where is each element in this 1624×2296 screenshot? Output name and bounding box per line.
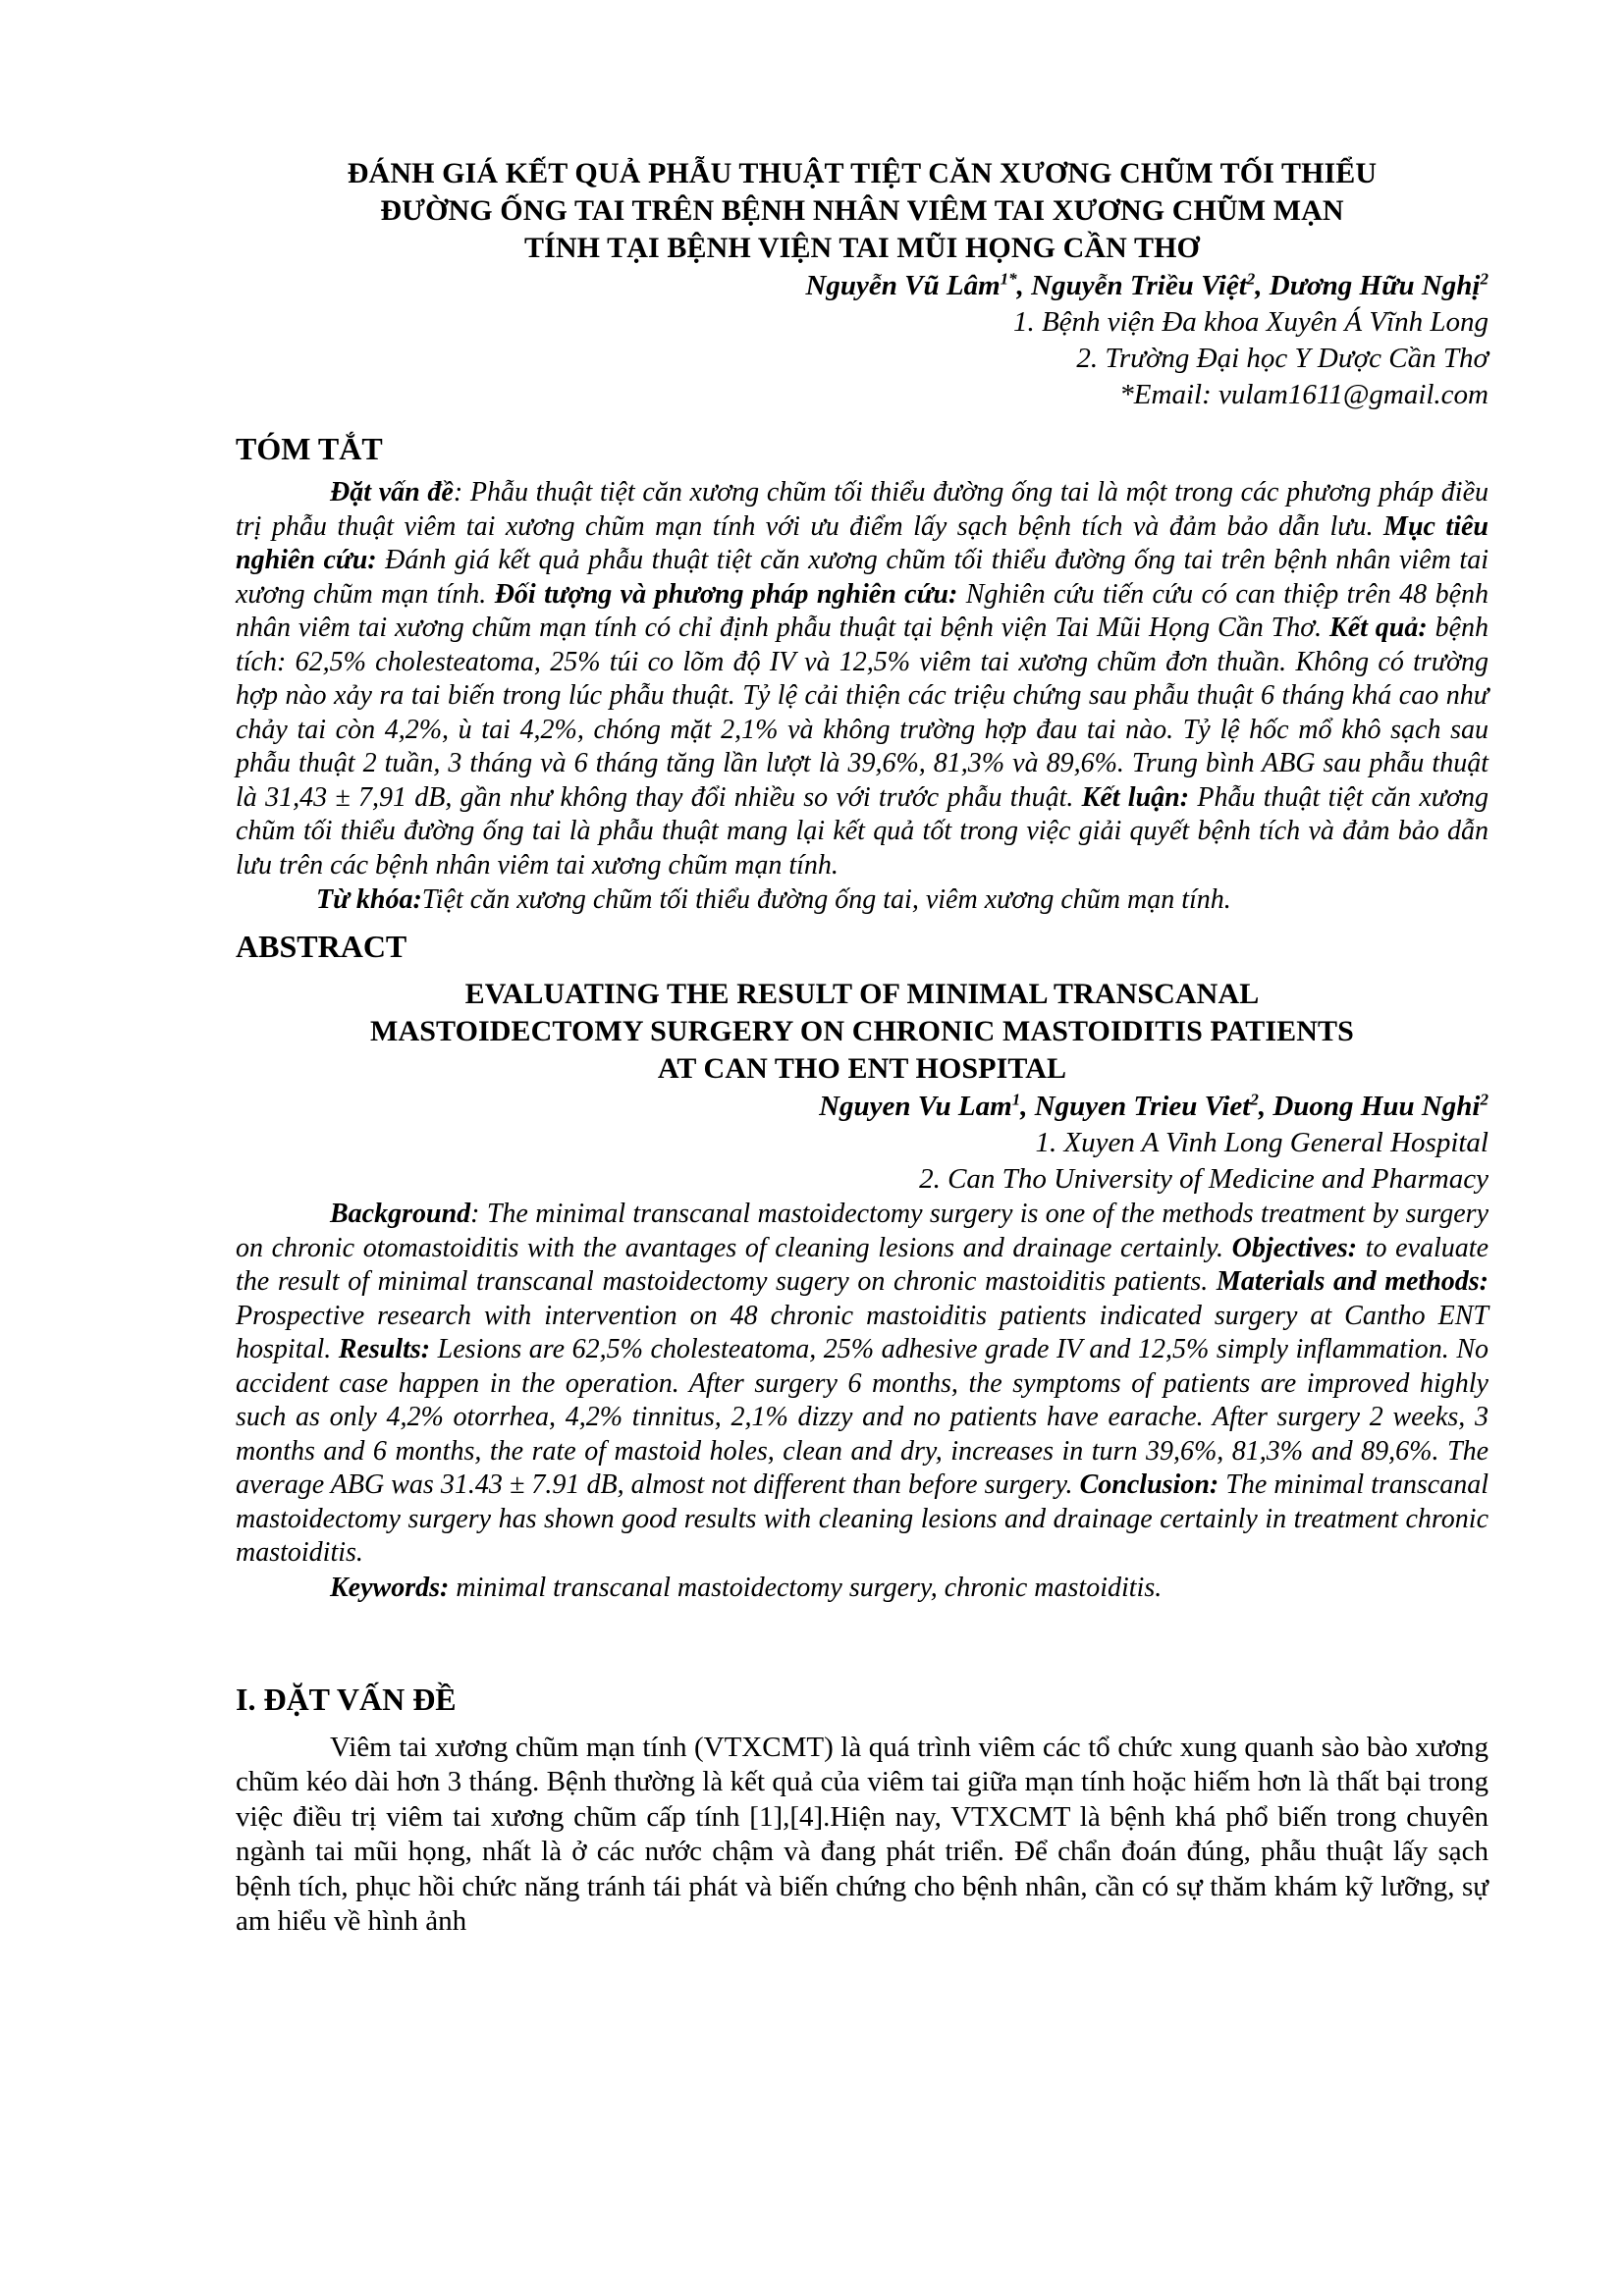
abstract-en-con-label: Conclusion:	[1079, 1469, 1219, 1500]
summary-vi-res-label: Kết quả:	[1329, 613, 1428, 643]
author-en-3-mark: 2	[1480, 1090, 1489, 1109]
keywords-vi-label: Từ khóa:	[316, 884, 422, 915]
abstract-en-paragraph	[236, 1198, 1489, 1571]
author-separator: ,	[1255, 270, 1270, 301]
title-vi-line-1: ĐÁNH GIÁ KẾT QUẢ PHẪU THUẬT TIỆT CĂN XƯƠNG CHŨM TỐI THIỂU	[347, 157, 1378, 189]
abstract-en-res-text: Lesions are 62,5% cholesteatoma, 25% adhesive grade IV and 12,5% simply inflammation. No accident case happen in the operation. After surgery 6 months, the symptoms of patients are improved highly such as only 4,2% otorrhea, 4,2% tinnitus, 2,1% dizzy and no patients have earache. After surgery 2 weeks, 3 months and 6 months, the rate of mastoid holes, clean and dry, increases in turn 39,6%, 81,3% and 89,6%. The average ABG was 31.43 ± 7.91 dB, almost not different than before surgery.	[236, 1334, 1489, 1500]
keywords-en-label: Keywords:	[330, 1572, 450, 1603]
authors-vi	[236, 267, 1489, 304]
summary-vi-bg-text: : Phẫu thuật tiệt căn xương chũm tối thiểu đường ống tai là một trong các phương pháp điều trị phẫu thuật viêm tai xương chũm mạn tính với ưu điểm lấy sạch bệnh tích và đảm bảo dẫn lưu.	[236, 477, 1489, 542]
author-1-mark: 1*	[1000, 269, 1017, 289]
paper-title-vi	[236, 155, 1489, 267]
author-2: Nguyễn Triều Việt	[1031, 270, 1247, 301]
abstract-en-meth-label: Materials and methods:	[1216, 1266, 1489, 1297]
affiliation-vi-2: 2. Trường Đại học Y Dược Cần Thơ	[1076, 343, 1489, 374]
summary-vi-obj-label: Mục tiêu nghiên cứu:	[236, 510, 1489, 575]
author-en-1: Nguyen Vu Lam	[819, 1091, 1012, 1122]
section-1-paragraph: Viêm tai xương chũm mạn tính (VTXCMT) là quá trình viêm các tổ chức xung quanh sào bào xương chũm kéo dài hơn 3 tháng. Bệnh thường là kết quả của viêm tai giữa mạn tính hoặc hiếm hơn là thất bại trong việc điều trị viêm tai xương chũm cấp tính [1],[4].Hiện nay, VTXCMT là bệnh khá phổ biến trong chuyên ngành tai mũi họng, nhất là ở các nước chậm và đang phát triển. Để chẩn đoán đúng, phẫu thuật lấy sạch bệnh tích, phục hồi chức năng tránh tái phát và biến chứng cho bệnh nhân, cần có sự thăm khám kỹ lưỡng, sự am hiểu về hình ảnh	[236, 1731, 1489, 1937]
summary-vi-con-label: Kết luận:	[1081, 781, 1190, 813]
abstract-en-obj-label: Objectives:	[1231, 1232, 1358, 1263]
abstract-en-obj-text: to evaluate the result of minimal transcanal mastoidectomy sugery on chronic mastoiditis patients.	[236, 1232, 1489, 1297]
keywords-vi-text: Tiệt căn xương chũm tối thiểu đường ống tai, viêm xương chũm mạn tính.	[421, 884, 1231, 915]
author-2-mark: 2	[1246, 269, 1256, 289]
summary-vi-meth-label: Đối tượng và phương pháp nghiên cứu:	[494, 578, 958, 610]
paper-title-en	[236, 976, 1489, 1088]
affiliation-en-2: 2. Can Tho University of Medicine and Pharmacy	[919, 1163, 1489, 1195]
abstract-en-res-label: Results:	[338, 1334, 431, 1364]
summary-vi-res-text: bệnh tích: 62,5% cholesteatoma, 25% túi co lõm độ IV và 12,5% viêm tai xương chũm đơn thuần. Không có trường hợp nào xảy ra tai biến trong lúc phẫu thuật. Tỷ lệ cải thiện các triệu chứng sau phẫu thuật 6 tháng khá cao như chảy tai còn 4,2%, ù tai 4,2%, chóng mặt 2,1% và không trường hợp đau tai nào. Tỷ lệ hốc mổ khô sạch sau phẫu thuật 2 tuần, 3 tháng và 6 tháng tăng lần lượt là 39,6%, 81,3% và 89,6%. Trung bình ABG sau phẫu thuật là 31,43 ± 7,91 dB, gần như không thay đổi nhiều so với trước phẫu thuật.	[236, 613, 1489, 813]
paper-page	[236, 147, 1489, 1940]
keywords-en	[236, 1571, 1489, 1605]
author-en-2-mark: 2	[1250, 1090, 1259, 1109]
title-en-line-1: EVALUATING THE RESULT OF MINIMAL TRANSCANAL	[464, 978, 1260, 1010]
contact-email: *Email: vulam1611@gmail.com	[1119, 379, 1489, 410]
author-1: Nguyễn Vũ Lâm	[805, 270, 1001, 301]
author-separator: ,	[1258, 1091, 1273, 1122]
abstract-en-bg-label: Background	[330, 1199, 471, 1229]
summary-vi-meth-text: Nghiên cứu tiến cứu có can thiệp trên 48 bệnh nhân viêm tai xương chũm mạn tính có chỉ định phẫu thuật tại bệnh viện Tai Mũi Họng Cần Thơ.	[236, 578, 1489, 643]
summary-heading-vi: TÓM TẮT	[236, 431, 383, 466]
section-1-heading: I. ĐẶT VẤN ĐỀ	[236, 1681, 457, 1717]
title-vi-line-2: ĐƯỜNG ỐNG TAI TRÊN BỆNH NHÂN VIÊM TAI XƯƠNG CHŨM MẠN	[380, 194, 1344, 227]
summary-vi-obj-text: Đánh giá kết quả phẫu thuật tiệt căn xương chũm tối thiểu đường ống tai trên bệnh nhân viêm tai xương chũm mạn tính.	[236, 545, 1489, 610]
authors-en	[236, 1088, 1489, 1125]
abstract-en-meth-text: Prospective research with intervention on 48 chronic mastoiditis patients indicated surgery at Cantho ENT hospital.	[236, 1300, 1489, 1364]
keywords-en-text: minimal transcanal mastoidectomy surgery, chronic mastoiditis.	[449, 1572, 1163, 1603]
title-en-line-2: MASTOIDECTOMY SURGERY ON CHRONIC MASTOIDITIS PATIENTS	[370, 1015, 1354, 1047]
summary-vi-bg-label: Đặt vấn đề	[330, 477, 454, 507]
affiliation-vi-1: 1. Bệnh viện Đa khoa Xuyên Á Vĩnh Long	[1012, 306, 1489, 338]
title-vi-line-3: TÍNH TẠI BỆNH VIỆN TAI MŨI HỌNG CẦN THƠ	[524, 232, 1200, 264]
abstract-en-bg-text: : The minimal transcanal mastoidectomy surgery is one of the methods treatment by surgery on chronic otomastoiditis with the avantages of cleaning lesions and drainage certainly.	[236, 1199, 1489, 1263]
affiliation-en-1: 1. Xuyen A Vinh Long General Hospital	[1035, 1127, 1489, 1158]
summary-vi-paragraph	[236, 476, 1489, 882]
author-en-1-mark: 1	[1011, 1090, 1021, 1109]
summary-vi-con-text: Phẫu thuật tiệt căn xương chũm tối thiểu đường ống tai là phẫu thuật mang lại kết quả tốt trong việc giải quyết bệnh tích và đảm bảo dẫn lưu trên các bệnh nhân viêm tai xương chũm mạn tính.	[236, 781, 1489, 881]
author-3: Dương Hữu Nghị	[1269, 270, 1481, 301]
title-en-line-3: AT CAN THO ENT HOSPITAL	[657, 1052, 1067, 1085]
author-separator: ,	[1016, 270, 1032, 301]
keywords-vi	[236, 882, 1489, 917]
author-separator: ,	[1020, 1091, 1035, 1122]
author-en-3: Duong Huu Nghi	[1272, 1091, 1481, 1122]
abstract-en-con-text: The minimal transcanal mastoidectomy surgery has shown good results with cleaning lesions and drainage certainly in treatment chronic mastoiditis.	[236, 1469, 1489, 1568]
author-en-2: Nguyen Trieu Viet	[1034, 1091, 1251, 1122]
abstract-heading: ABSTRACT	[236, 929, 407, 964]
author-3-mark: 2	[1480, 269, 1489, 289]
